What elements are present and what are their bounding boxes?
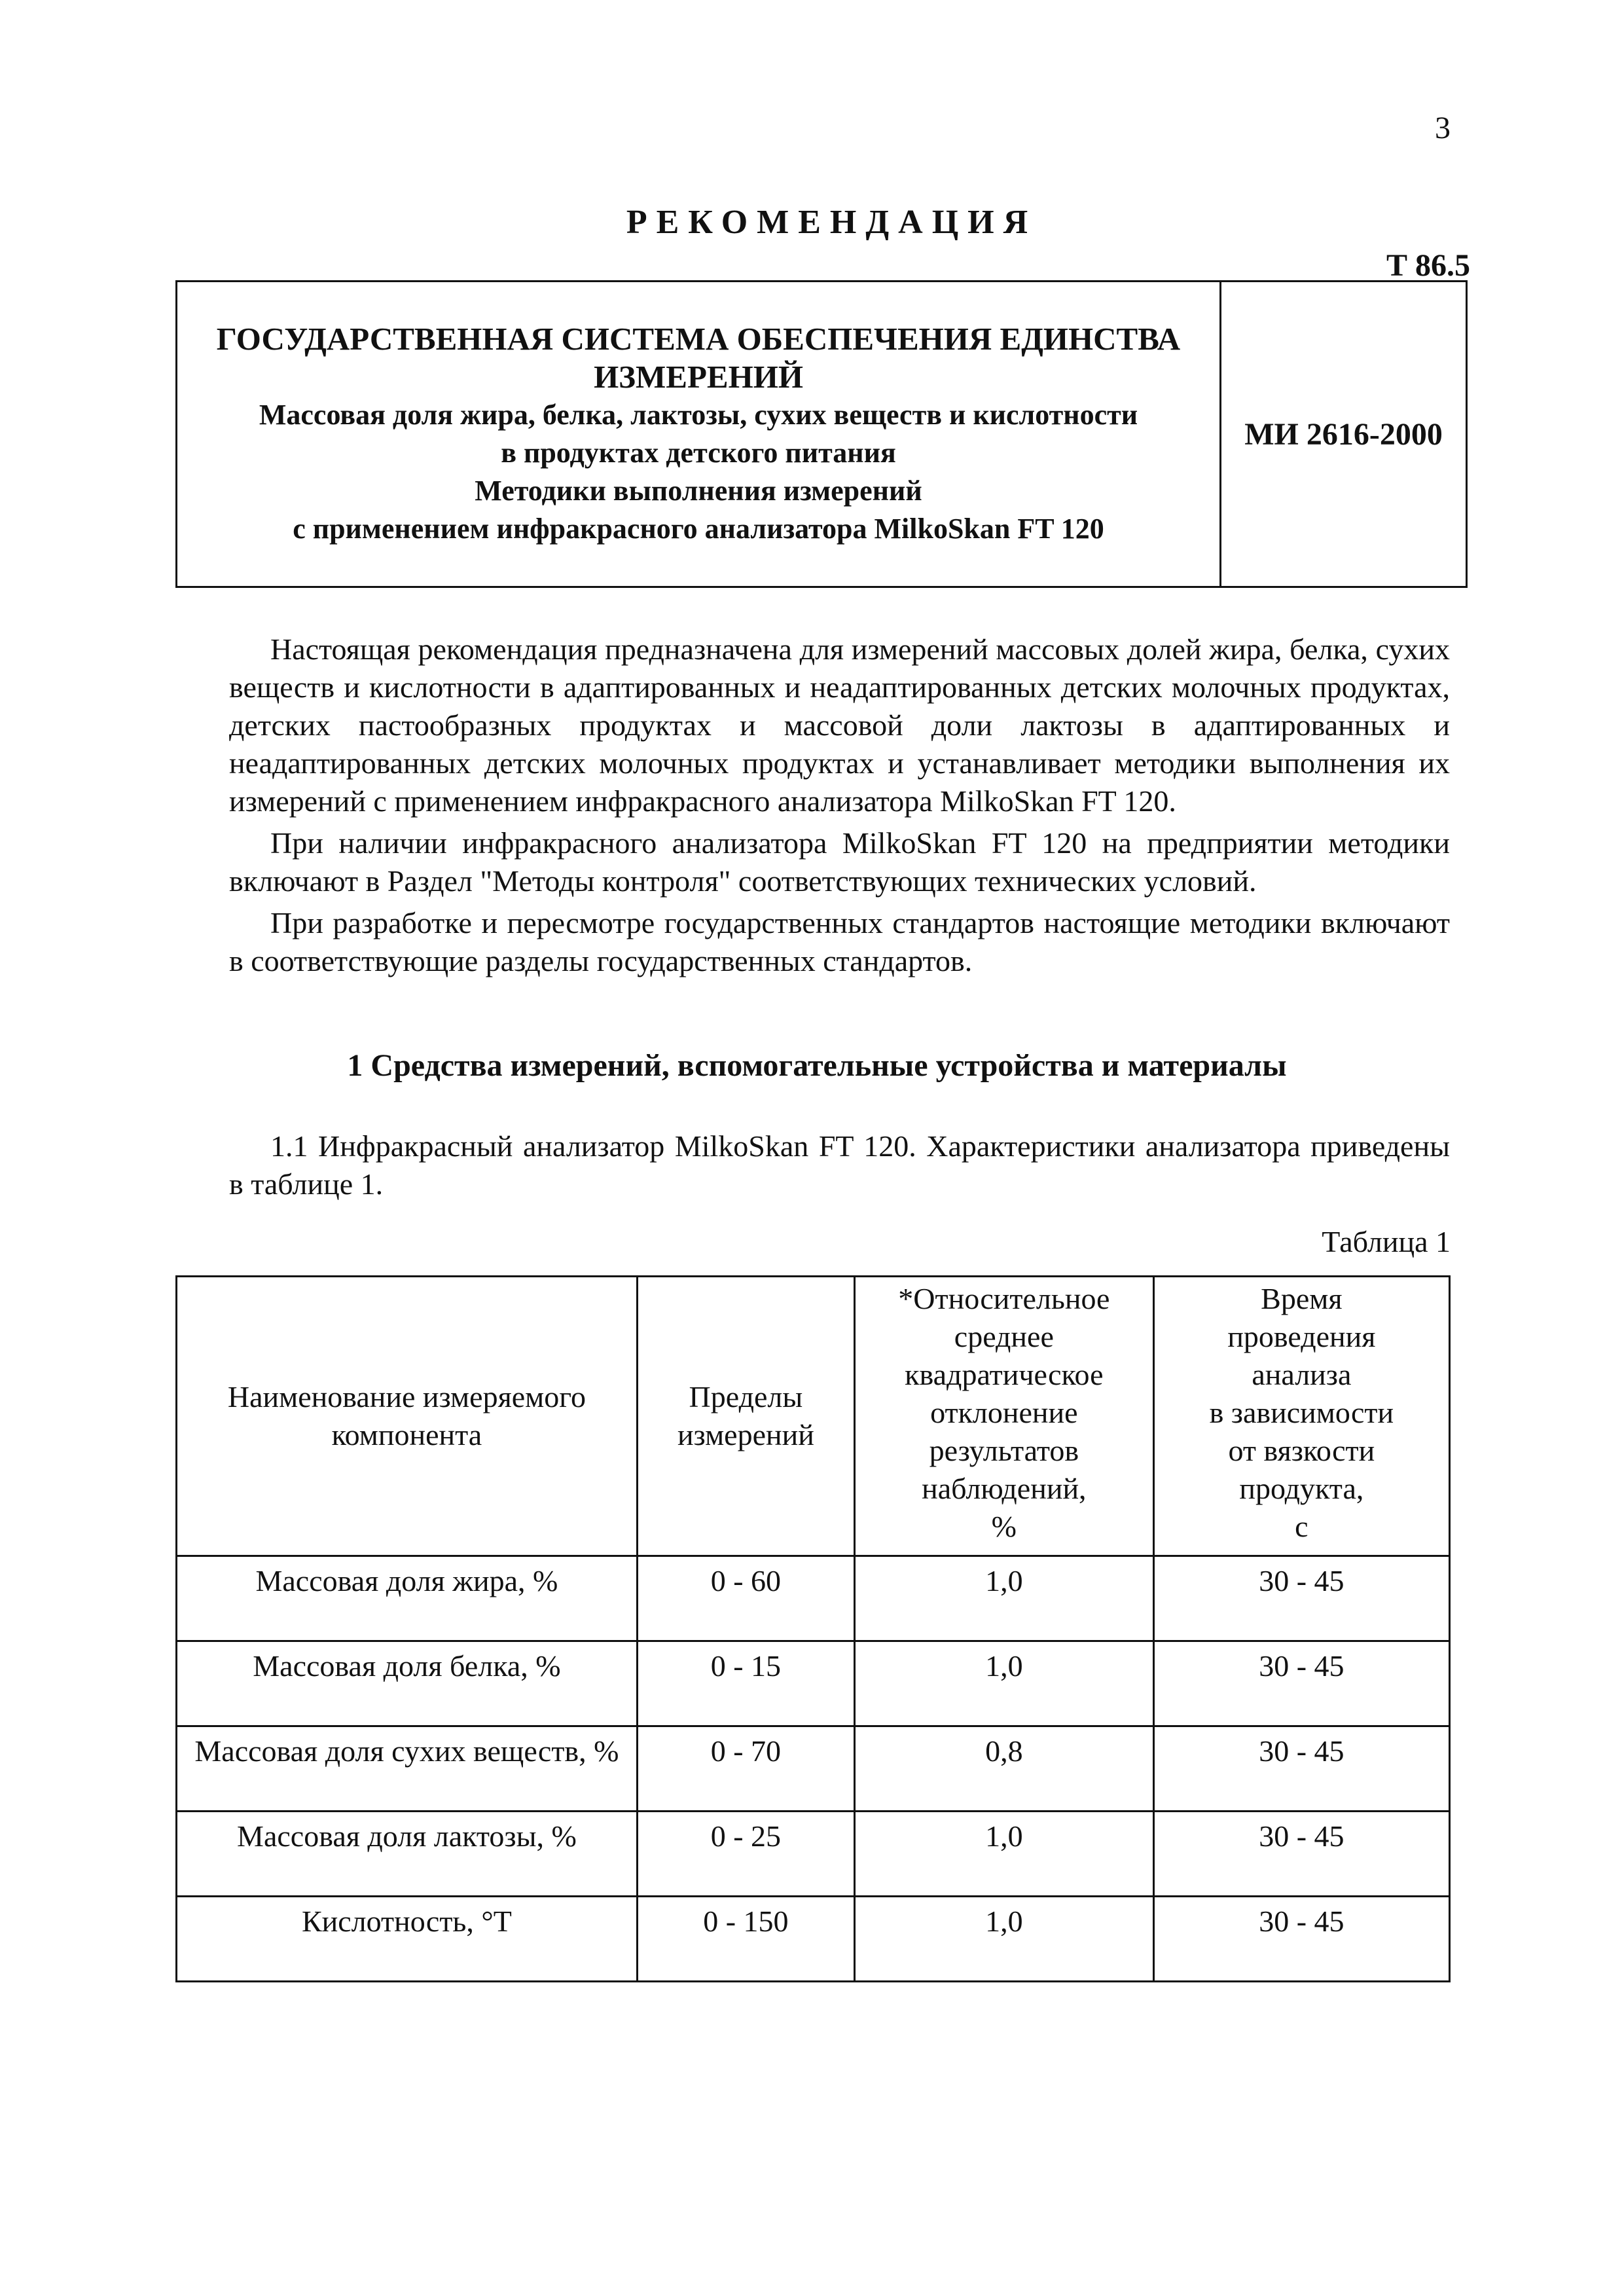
cell-time: 30 - 45 bbox=[1153, 1812, 1449, 1897]
table-row bbox=[177, 1556, 1450, 1641]
cell-deviation: 1,0 bbox=[854, 1812, 1153, 1897]
document-heading: РЕКОМЕНДАЦИЯ bbox=[626, 204, 1038, 241]
cell-component: Массовая доля белка, % bbox=[177, 1641, 638, 1726]
cell-deviation: 1,0 bbox=[854, 1556, 1153, 1641]
header-deviation-text: *Относительное среднее квадратическое отклонение результатов наблюдений, % bbox=[898, 1282, 1110, 1543]
title-block-text bbox=[177, 282, 1221, 586]
table-header-row bbox=[177, 1277, 1450, 1556]
header-component-text: Наименование измеряемого компонента bbox=[227, 1380, 586, 1451]
header-time-text: Время проведения анализа в зависимости от вязкости продукта, с bbox=[1209, 1282, 1394, 1543]
cell-component: Массовая доля жира, % bbox=[177, 1556, 638, 1641]
table-row bbox=[177, 1641, 1450, 1726]
cell-deviation: 0,8 bbox=[854, 1726, 1153, 1812]
title-line-3: Массовая доля жира, белка, лактозы, сухих веществ и кислотности bbox=[259, 399, 1138, 431]
document-designation: МИ 2616-2000 bbox=[1244, 416, 1443, 452]
paragraph-1-1-container bbox=[229, 1127, 1450, 1203]
cell-time: 30 - 45 bbox=[1153, 1897, 1449, 1982]
cell-range: 0 - 60 bbox=[637, 1556, 854, 1641]
title-block bbox=[175, 280, 1468, 588]
cell-deviation: 1,0 bbox=[854, 1897, 1153, 1982]
characteristics-table bbox=[175, 1275, 1451, 1982]
title-line-1: ГОСУДАРСТВЕННАЯ СИСТЕМА ОБЕСПЕЧЕНИЯ ЕДИНСТВА bbox=[216, 321, 1181, 357]
title-line-5: Методики выполнения измерений bbox=[475, 475, 922, 507]
title-line-4: в продуктах детского питания bbox=[501, 437, 896, 469]
cell-deviation: 1,0 bbox=[854, 1641, 1153, 1726]
intro-text bbox=[229, 630, 1450, 980]
table-row bbox=[177, 1726, 1450, 1812]
intro-paragraph-3: При разработке и пересмотре государственных стандартов настоящие методики включают в соответствующие разделы государственных стандартов. bbox=[229, 906, 1450, 977]
table-row bbox=[177, 1897, 1450, 1982]
header-component bbox=[177, 1277, 638, 1556]
cell-component: Массовая доля лактозы, % bbox=[177, 1812, 638, 1897]
cell-range: 0 - 150 bbox=[637, 1897, 854, 1982]
title-line-6: с применением инфракрасного анализатора MilkoSkan FT 120 bbox=[293, 513, 1104, 545]
table-caption: Таблица 1 bbox=[1322, 1225, 1451, 1258]
header-deviation bbox=[854, 1277, 1153, 1556]
cell-range: 0 - 70 bbox=[637, 1726, 854, 1812]
intro-paragraph-2: При наличии инфракрасного анализатора MilkoSkan FT 120 на предприятии методики включают в Раздел "Методы контроля" соответствующих технических условий. bbox=[229, 826, 1450, 898]
cell-time: 30 - 45 bbox=[1153, 1726, 1449, 1812]
header-range-text: Пределы измерений bbox=[677, 1380, 814, 1451]
header-range bbox=[637, 1277, 854, 1556]
section-title: 1 Средства измерений, вспомогательные устройства и материалы bbox=[347, 1048, 1287, 1083]
classification-code: Т 86.5 bbox=[1386, 248, 1470, 283]
table-row bbox=[177, 1812, 1450, 1897]
cell-component: Кислотность, °Т bbox=[177, 1897, 638, 1982]
paragraph-1-1: 1.1 Инфракрасный анализатор MilkoSkan FT 120. Характеристики анализатора приведены в таблице 1. bbox=[229, 1129, 1450, 1201]
cell-range: 0 - 25 bbox=[637, 1812, 854, 1897]
title-line-2: ИЗМЕРЕНИЙ bbox=[594, 359, 803, 395]
cell-component: Массовая доля сухих веществ, % bbox=[177, 1726, 638, 1812]
cell-range: 0 - 15 bbox=[637, 1641, 854, 1726]
page-number: 3 bbox=[1435, 111, 1451, 145]
cell-time: 30 - 45 bbox=[1153, 1641, 1449, 1726]
intro-paragraph-1: Настоящая рекомендация предназначена для измерений массовых долей жира, белка, сухих веществ и кислотности в адаптированных и неадаптированных детских молочных продуктах, детских пастообразных продуктах и массовой доли лактозы в адаптированных и неадаптированных детских молочных продуктах и устанавливает методики выполнения их измерений с применением инфракрасного анализатора MilkoSkan FT 120. bbox=[229, 632, 1450, 818]
header-time bbox=[1153, 1277, 1449, 1556]
cell-time: 30 - 45 bbox=[1153, 1556, 1449, 1641]
